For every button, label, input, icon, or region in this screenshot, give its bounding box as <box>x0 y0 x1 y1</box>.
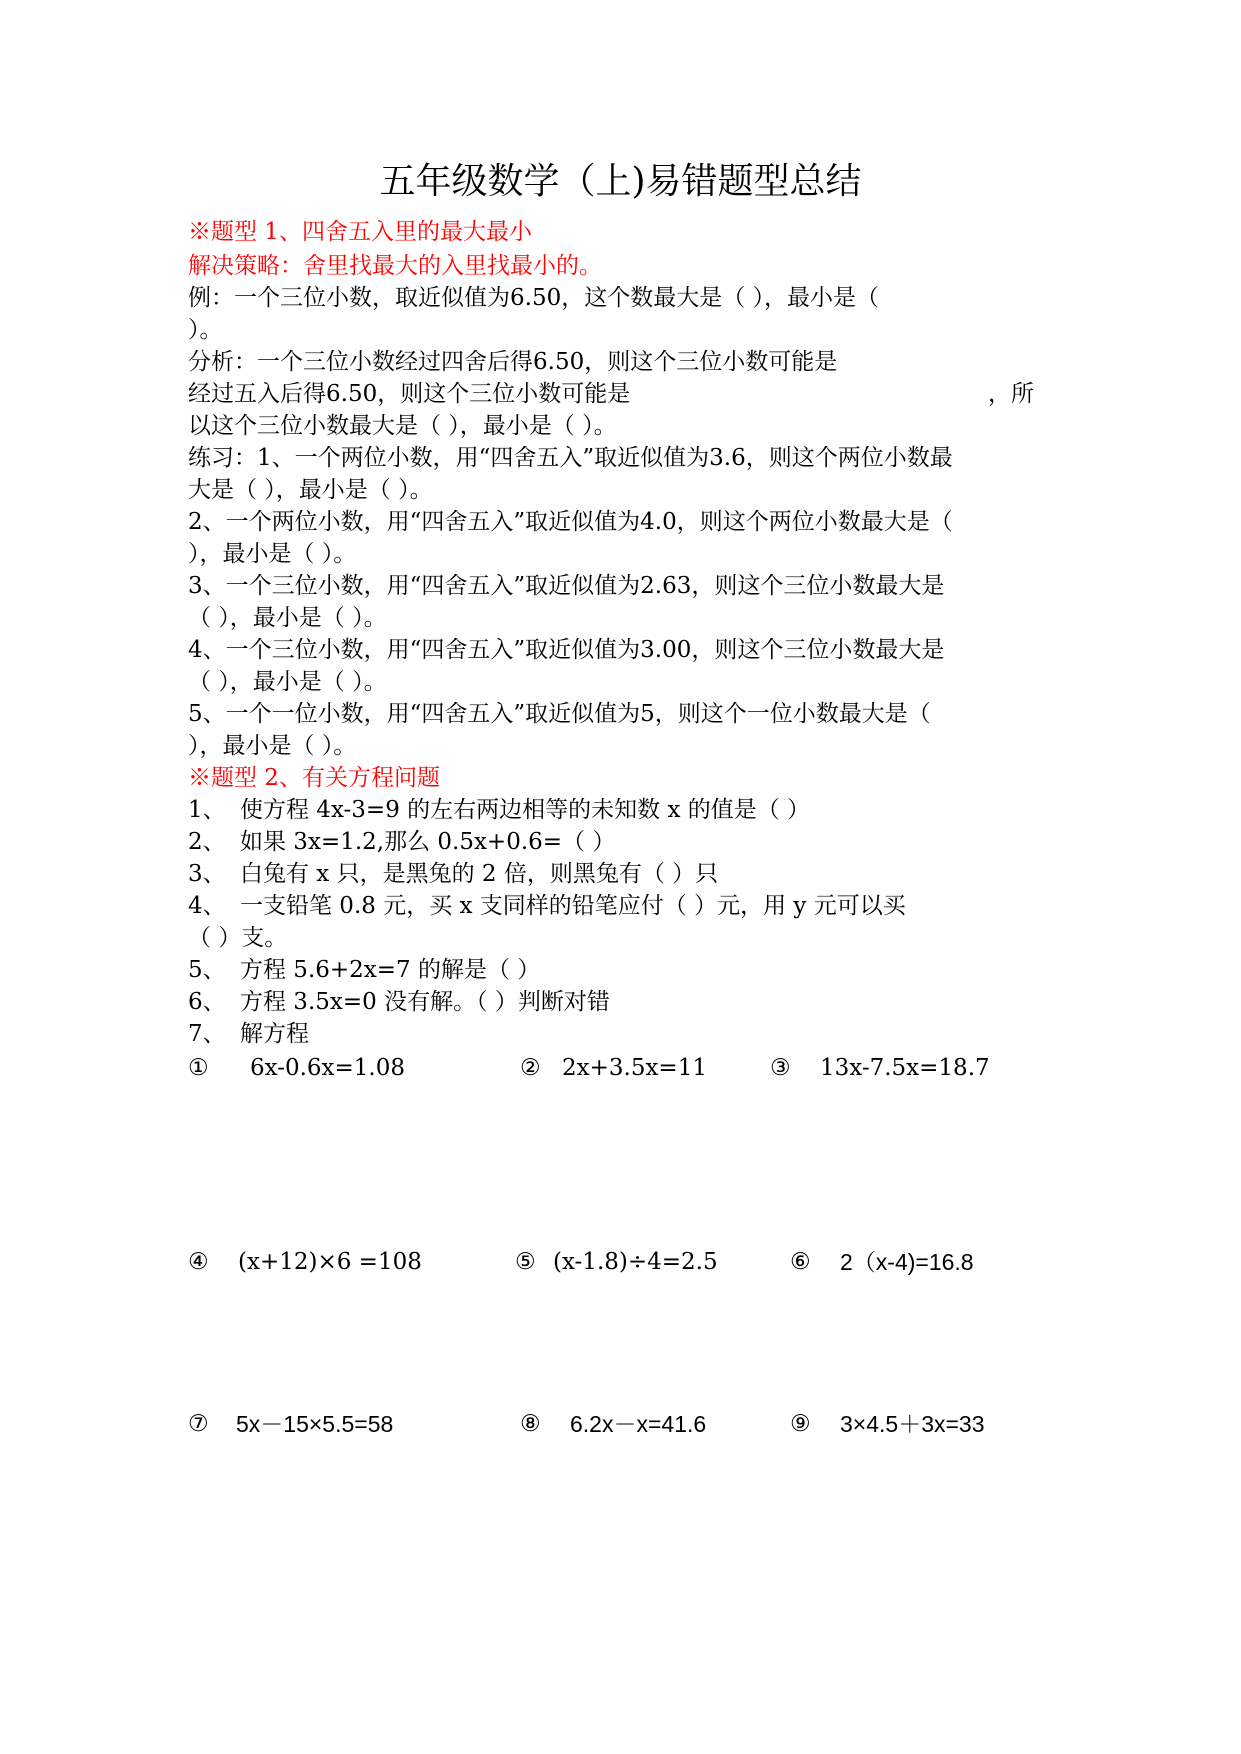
equation-expression: 5x－15×5.5=58 <box>236 1411 394 1437</box>
question-number: 5、 <box>188 957 226 983</box>
equation-marker: ② <box>520 1055 541 1081</box>
question-number: 3、 <box>188 861 226 887</box>
equation-expression: (x-1.8)÷4=2.5 <box>553 1249 718 1275</box>
equation-expression: 13x-7.5x=18.7 <box>820 1055 990 1081</box>
equation-question-5 <box>188 954 541 986</box>
equation-question-4 <box>188 890 906 922</box>
practice-1-line-1: 练习：1、一个两位小数，用“四舍五入”取近似值为3.6，则这个两位小数最 <box>188 445 953 471</box>
question-number: 2、 <box>188 829 226 855</box>
practice-4-line-2: （ ），最小是（ ）。 <box>188 669 387 695</box>
equation-question-1 <box>188 794 811 826</box>
equation-expression: 6x-0.6x=1.08 <box>250 1055 406 1081</box>
example-line-1: 例：一个三位小数，取近似值为6.50，这个数最大是（ ），最小是（ <box>188 285 880 311</box>
practice-2-line-1: 2、一个两位小数，用“四舍五入”取近似值为4.0，则这个两位小数最大是（ <box>188 509 953 535</box>
section-1-heading: ※题型 1、四舍五入里的最大最小 <box>188 219 532 245</box>
equation-marker: ⑨ <box>790 1411 811 1437</box>
question-text: 方程 5.6+2x=7 的解是（ ） <box>240 957 541 983</box>
practice-4-line-1: 4、一个三位小数，用“四舍五入”取近似值为3.00，则这个三位小数最大是 <box>188 637 945 663</box>
question-text: 如果 3x=1.2,那么 0.5x+0.6=（ ） <box>240 829 616 855</box>
section-2-heading: ※题型 2、有关方程问题 <box>188 765 440 791</box>
page-title: 五年级数学（上)易错题型总结 <box>379 161 862 202</box>
analysis-line-3: 以这个三位小数最大是（ ），最小是（ ）。 <box>188 413 617 439</box>
section-1-strategy: 解决策略：舍里找最大的入里找最小的。 <box>188 253 602 279</box>
question-number: 6、 <box>188 989 226 1015</box>
question-text: 解方程 <box>240 1021 309 1047</box>
question-text: 使方程 4x-3=9 的左右两边相等的未知数 x 的值是（ ） <box>240 797 811 823</box>
question-text: 白兔有 x 只，是黑兔的 2 倍，则黑兔有（ ）只 <box>240 861 719 887</box>
analysis-line-2-end: ，所 <box>988 381 1034 407</box>
question-text: 一支铅笔 0.8 元，买 x 支同样的铅笔应付（ ）元，用 y 元可以买 <box>240 893 906 919</box>
equation-marker: ④ <box>188 1249 209 1275</box>
equation-expression: (x+12)×6 =108 <box>238 1249 422 1275</box>
equation-marker: ⑧ <box>520 1411 541 1437</box>
equation-marker: ⑥ <box>790 1249 811 1275</box>
equation-question-4-cont: （ ）支。 <box>188 925 288 951</box>
example-line-2: ）。 <box>188 317 223 343</box>
practice-1-line-2: 大是（ ），最小是（ ）。 <box>188 477 433 503</box>
equation-marker: ⑤ <box>515 1249 536 1275</box>
practice-5-line-2: ），最小是（ ）。 <box>188 733 357 759</box>
analysis-line-1: 分析：一个三位小数经过四舍后得6.50，则这个三位小数可能是 <box>188 349 838 375</box>
analysis-line-2: 经过五入后得6.50，则这个三位小数可能是 <box>188 381 631 407</box>
equation-question-6 <box>188 986 610 1018</box>
practice-3-line-1: 3、一个三位小数，用“四舍五入”取近似值为2.63，则这个三位小数最大是 <box>188 573 945 599</box>
question-number: 4、 <box>188 893 226 919</box>
equation-marker: ③ <box>770 1055 791 1081</box>
equation-question-7 <box>188 1018 309 1050</box>
equation-question-2 <box>188 826 616 858</box>
equation-expression: 6.2x－x=41.6 <box>570 1411 707 1437</box>
equation-expression: 3×4.5＋3x=33 <box>840 1411 985 1437</box>
equation-expression: 2x+3.5x=11 <box>562 1055 707 1081</box>
question-text: 方程 3.5x=0 没有解。（ ）判断对错 <box>240 989 610 1015</box>
equation-expression: 2（x-4)=16.8 <box>840 1249 974 1275</box>
practice-5-line-1: 5、一个一位小数，用“四舍五入”取近似值为5，则这个一位小数最大是（ <box>188 701 931 727</box>
equation-marker: ① <box>188 1055 209 1081</box>
question-number: 7、 <box>188 1021 226 1047</box>
question-number: 1、 <box>188 797 226 823</box>
equation-marker: ⑦ <box>188 1411 209 1437</box>
equation-question-3 <box>188 858 719 890</box>
practice-3-line-2: （ ），最小是（ ）。 <box>188 605 387 631</box>
practice-2-line-2: ），最小是（ ）。 <box>188 541 357 567</box>
